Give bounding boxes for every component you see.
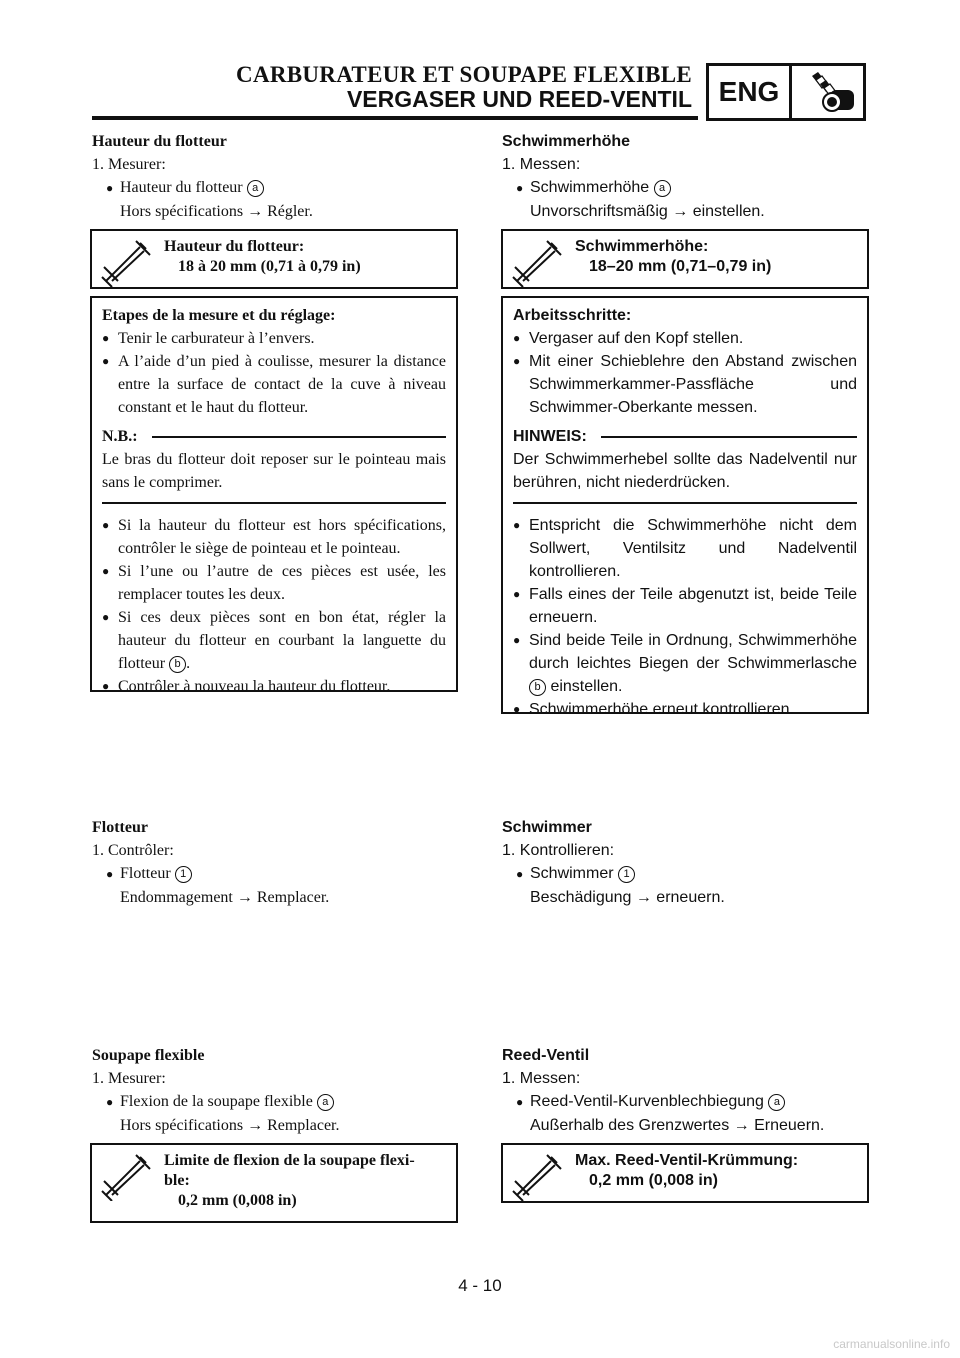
- fr-reed-spec-label-2: ble:: [164, 1172, 190, 1189]
- lang-tab: [706, 63, 866, 121]
- de-s2-item: Schwimmer: [530, 865, 614, 882]
- fr-spec-value: 18 à 20 mm (0,71 à 0,79 in): [178, 258, 361, 275]
- fr-section-float: [92, 816, 458, 909]
- de-reed-spec-label: Max. Reed-Ventil-Krümmung:: [575, 1152, 799, 1169]
- bullet-icon: ●: [102, 354, 110, 368]
- de-spec-value: 18–20 mm (0,71–0,79 in): [589, 258, 772, 275]
- de-spec-label: Schwimmerhöhe:: [575, 238, 709, 255]
- bullet-icon: ●: [516, 1095, 524, 1109]
- fr-spec-label: Hauteur du flotteur:: [164, 238, 305, 255]
- bullet-icon: ●: [106, 181, 114, 195]
- fr-s1-step: 1. Mesurer:: [92, 156, 166, 173]
- fr-step-b2: A l’aide d’un pied à coulisse, mesurer la distance entre la surface de contact de la cuve à niveau constant et le haut du flotteur.: [118, 353, 446, 416]
- de-s1-item: Schwimmerhöhe: [530, 179, 650, 196]
- mark-a-icon: a: [654, 180, 671, 197]
- watermark: carmanualsonline.info: [833, 1337, 950, 1351]
- fr-nb-text: Le bras du flotteur doit reposer sur le pointeau mais sans le comprimer.: [102, 451, 446, 491]
- bullet-icon: ●: [102, 610, 110, 624]
- de-step-b2: Mit einer Schieblehre den Abstand zwischen Schwimmerkammer-Passfläche und Schwimmer-Oberkante messen.: [529, 353, 857, 416]
- fr-spec-box-reed: [90, 1143, 458, 1223]
- divider: [152, 436, 446, 438]
- de-s2-action: Beschädigung → erneuern.: [530, 889, 725, 906]
- de-section-float-height: [502, 130, 868, 223]
- de-steps-title: Arbeitsschritte:: [513, 307, 632, 324]
- fr-spec-box-float-height: [90, 229, 458, 289]
- caliper-icon: [100, 237, 154, 287]
- de-step-b5: Sind beide Teile in Ordnung, Schwimmerhöhe durch leichtes Biegen der Schwimmerlasche: [529, 632, 857, 672]
- header-rule: [92, 116, 698, 120]
- de-s3-step: 1. Messen:: [502, 1070, 581, 1087]
- fr-steps-title: Etapes de la mesure et du réglage:: [102, 307, 336, 324]
- bullet-icon: ●: [513, 354, 521, 368]
- bullet-icon: ●: [513, 518, 521, 532]
- fr-nb-label: N.B.:: [102, 428, 138, 445]
- mark-b-icon: b: [169, 656, 186, 673]
- fr-steps-box: Etapes de la mesure et du réglage: ● Tenir le carburateur à l’envers. ● A l’aide d’un pied à coulisse, mesurer la distance entre la surface de contact de la cuve à niveau constant et le haut du flotteur. N.B.: Le bras du flotteur doit reposer sur le pointeau mais sans le comprimer. ● Si la hauteur du flotteur est hors spécifications, contrôler le siège de pointeau et le pointeau. ● Si l’une ou l’autre de ces pièces est usée, les remplacer toutes les deux. ● Si ces deux pièces sont en bon état, régler la hauteur du flotteur en courbant la languette du flotteur b . ● Contrôler à nouveau la hauteur du flotteur.: [90, 296, 458, 692]
- mark-1-icon: 1: [175, 866, 192, 883]
- fr-section-float-height: [92, 130, 458, 223]
- bullet-icon: ●: [102, 518, 110, 532]
- fr-step-b3: Si la hauteur du flotteur est hors spécifications, contrôler le siège de pointeau et le pointeau.: [118, 517, 446, 557]
- de-steps-box: [501, 296, 869, 718]
- fr-s1-action: Hors spécifications → Régler.: [120, 203, 313, 220]
- caliper-icon: [100, 1151, 154, 1201]
- mark-1-icon: 1: [618, 866, 635, 883]
- de-step-b3: Entspricht die Schwimmerhöhe nicht dem Sollwert, Ventilsitz und Nadelventil kontrollieren.: [529, 517, 857, 580]
- fr-s1-heading: Hauteur du flotteur: [92, 133, 227, 150]
- fr-s2-heading: Flotteur: [92, 819, 148, 836]
- bullet-icon: ●: [106, 867, 114, 881]
- de-s1-step: 1. Messen:: [502, 156, 581, 173]
- divider: [513, 502, 857, 504]
- header-title-fr: CARBURATEUR ET SOUPAPE FLEXIBLE: [236, 62, 692, 87]
- de-nb-text: Der Schwimmerhebel sollte das Nadelventil nur berühren, nicht niederdrücken.: [513, 451, 857, 491]
- de-s1-heading: Schwimmerhöhe: [502, 133, 631, 150]
- mark-a-icon: a: [317, 1094, 334, 1111]
- fr-reed-spec-label-1: Limite de flexion de la soupape flexi-: [164, 1152, 415, 1169]
- fr-step-b1: Tenir le carburateur à l’envers.: [118, 330, 315, 347]
- de-s3-heading: Reed-Ventil: [502, 1047, 590, 1064]
- bullet-icon: ●: [106, 1095, 114, 1109]
- de-reed-spec-value: 0,2 mm (0,008 in): [589, 1172, 718, 1189]
- bullet-icon: ●: [513, 633, 521, 647]
- de-s1-action: Unvorschriftsmäßig → einstellen.: [530, 203, 765, 220]
- fr-s2-step: 1. Contrôler:: [92, 842, 174, 859]
- bullet-icon: ●: [516, 181, 524, 195]
- de-s2-heading: Schwimmer: [502, 819, 592, 836]
- fr-s2-item: Flotteur: [120, 865, 171, 882]
- bullet-icon: ●: [102, 564, 110, 578]
- caliper-icon: [511, 1151, 565, 1201]
- fr-step-b4: Si l’une ou l’autre de ces pièces est usée, les remplacer toutes les deux.: [118, 563, 446, 603]
- de-step-b4: Falls eines der Teile abgenutzt ist, beide Teile erneuern.: [529, 586, 857, 626]
- fr-reed-spec-value: 0,2 mm (0,008 in): [178, 1192, 297, 1209]
- de-s3-item: Reed-Ventil-Kurvenblechbiegung: [530, 1093, 764, 1110]
- fr-s1-item: Hauteur du flotteur: [120, 179, 243, 196]
- de-spec-box-reed: [501, 1143, 869, 1203]
- divider: [102, 502, 446, 504]
- de-section-reed: [502, 1044, 868, 1137]
- fr-s3-step: 1. Mesurer:: [92, 1070, 166, 1087]
- bullet-icon: ●: [102, 679, 110, 693]
- fr-s3-heading: Soupape flexible: [92, 1047, 205, 1064]
- header-title-de: VERGASER UND REED-VENTIL: [346, 86, 692, 112]
- de-s3-action: Außerhalb des Grenzwertes → Erneuern.: [530, 1117, 825, 1134]
- de-step-b1: Vergaser auf den Kopf stellen.: [529, 330, 744, 347]
- page-number: 4 - 10: [458, 1276, 502, 1295]
- bullet-icon: ●: [513, 702, 521, 716]
- de-s2-step: 1. Kontrollieren:: [502, 842, 615, 859]
- carburetor-icon: [792, 66, 863, 118]
- bullet-icon: ●: [516, 867, 524, 881]
- de-step-b5-end: einstellen.: [550, 678, 623, 695]
- bullet-icon: ●: [102, 331, 110, 345]
- bullet-icon: ●: [513, 587, 521, 601]
- fr-s2-action: Endommagement → Remplacer.: [120, 889, 330, 906]
- fr-s3-action: Hors spécifications → Remplacer.: [120, 1117, 340, 1134]
- mark-a-icon: a: [768, 1094, 785, 1111]
- lang-tab-label: ENG: [709, 66, 792, 118]
- de-step-b6: Schwimmerhöhe erneut kontrollieren.: [529, 701, 795, 718]
- fr-step-b5: Si ces deux pièces sont en bon état, régler la hauteur du flotteur en courbant la languette du flotteur: [118, 609, 446, 672]
- de-section-float: [502, 816, 868, 909]
- de-spec-box-float-height: [501, 229, 869, 289]
- mark-a-icon: a: [247, 180, 264, 197]
- caliper-icon: [511, 237, 565, 287]
- bullet-icon: ●: [513, 331, 521, 345]
- de-nb-label: HINWEIS:: [513, 428, 587, 445]
- mark-b-icon: b: [529, 679, 546, 696]
- fr-section-reed: [92, 1044, 458, 1137]
- fr-step-b6: Contrôler à nouveau la hauteur du flotteur.: [118, 678, 391, 695]
- divider: [601, 436, 857, 438]
- fr-s3-item: Flexion de la soupape flexible: [120, 1093, 313, 1110]
